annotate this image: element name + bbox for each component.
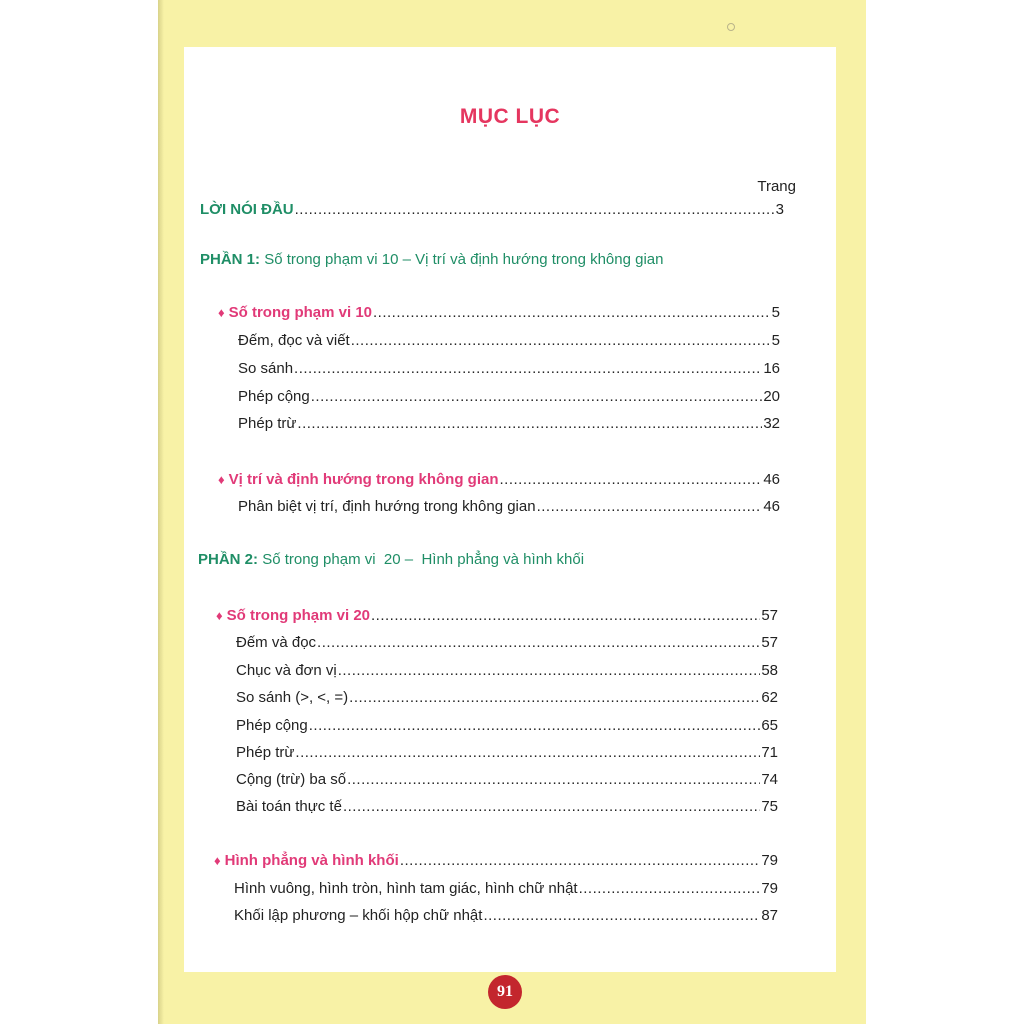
entry-page: 79 xyxy=(761,880,778,897)
page-number-badge: 91 xyxy=(488,975,522,1009)
dot-leader xyxy=(338,662,761,679)
part-label: PHẦN 1: xyxy=(200,251,261,268)
entry-page: 57 xyxy=(761,634,778,651)
dot-leader xyxy=(483,907,760,924)
entry-page: 46 xyxy=(763,498,780,515)
entry-label: Khối lập phương – khối hộp chữ nhật xyxy=(234,907,483,924)
section-label: Hình phẳng và hình khối xyxy=(224,852,399,869)
entry-label: Bài toán thực tế xyxy=(236,798,342,815)
entry-page: 32 xyxy=(763,415,780,432)
toc-entry[interactable] xyxy=(238,360,780,382)
toc-entry[interactable] xyxy=(236,798,778,820)
diamond-bullet-icon: ♦ xyxy=(216,608,223,623)
toc-entry[interactable] xyxy=(236,771,778,793)
toc-entry-preface[interactable] xyxy=(200,201,784,223)
page-title: MỤC LỤC xyxy=(459,105,561,128)
entry-label: Phép trừ xyxy=(236,744,295,761)
dot-leader xyxy=(295,201,775,218)
toc-entry[interactable] xyxy=(234,907,778,929)
toc-section-1-2[interactable] xyxy=(218,471,780,493)
toc-entry[interactable] xyxy=(238,332,780,354)
entry-label: Đếm và đọc xyxy=(236,634,317,651)
section-label: Vị trí và định hướng trong không gian xyxy=(228,471,499,488)
entry-label: So sánh (>, <, =) xyxy=(236,689,349,706)
entry-page: 46 xyxy=(763,471,780,488)
toc-section-2-1[interactable] xyxy=(216,607,778,629)
cover-dot-mark xyxy=(727,23,735,31)
entry-page: 5 xyxy=(771,304,780,321)
section-label: Số trong phạm vi 10 xyxy=(228,304,372,321)
entry-label: LỜI NÓI ĐẦU xyxy=(200,201,294,218)
entry-page: 79 xyxy=(761,852,778,869)
entry-page: 74 xyxy=(761,771,778,788)
entry-label: Phép cộng xyxy=(238,388,310,405)
dot-leader xyxy=(537,498,763,515)
entry-label: Cộng (trừ) ba số xyxy=(236,771,347,788)
toc-entry[interactable] xyxy=(236,689,778,711)
dot-leader xyxy=(297,415,762,432)
dot-leader xyxy=(373,304,771,321)
toc-entry[interactable] xyxy=(236,634,778,656)
diamond-bullet-icon: ♦ xyxy=(218,305,225,320)
entry-page: 75 xyxy=(761,798,778,815)
entry-page: 71 xyxy=(761,744,778,761)
entry-label: Phép cộng xyxy=(236,717,308,734)
entry-page: 65 xyxy=(761,717,778,734)
toc-entry[interactable] xyxy=(236,744,778,766)
entry-page: 16 xyxy=(763,360,780,377)
dot-leader xyxy=(311,388,763,405)
part-title: Số trong phạm vi 10 – Vị trí và định hướng trong không gian xyxy=(264,251,664,268)
entry-page: 57 xyxy=(761,607,778,624)
entry-page: 58 xyxy=(761,662,778,679)
entry-label: Hình vuông, hình tròn, hình tam giác, hình chữ nhật xyxy=(234,880,578,897)
diamond-bullet-icon: ♦ xyxy=(218,472,225,487)
part-title: Số trong phạm vi 20 – Hình phẳng và hình khối xyxy=(262,551,585,568)
toc-entry[interactable] xyxy=(236,662,778,684)
entry-page: 62 xyxy=(761,689,778,706)
dot-leader xyxy=(343,798,760,815)
entry-page: 20 xyxy=(763,388,780,405)
dot-leader xyxy=(347,771,760,788)
book-edge-shadow xyxy=(158,0,164,1024)
entry-page: 3 xyxy=(775,201,784,218)
dot-leader xyxy=(500,471,763,488)
dot-leader xyxy=(351,332,771,349)
part-1-heading xyxy=(200,251,663,268)
part-label: PHẦN 2: xyxy=(198,551,259,568)
toc-entry[interactable] xyxy=(238,415,780,437)
dot-leader xyxy=(317,634,760,651)
toc-entry[interactable] xyxy=(238,388,780,410)
dot-leader xyxy=(294,360,762,377)
entry-label: Phép trừ xyxy=(238,415,297,432)
toc-page xyxy=(184,47,836,972)
entry-label: Phân biệt vị trí, định hướng trong không gian xyxy=(238,498,536,515)
toc-entry[interactable] xyxy=(236,717,778,739)
dot-leader xyxy=(349,689,760,706)
dot-leader xyxy=(309,717,761,734)
toc-entry[interactable] xyxy=(234,880,778,902)
dot-leader xyxy=(295,744,760,761)
dot-leader xyxy=(371,607,760,624)
page-column-label: Trang xyxy=(757,178,796,195)
toc-section-2-2[interactable] xyxy=(214,852,778,874)
entry-page: 87 xyxy=(761,907,778,924)
dot-leader xyxy=(400,852,761,869)
toc-entry[interactable] xyxy=(238,498,780,520)
entry-label: So sánh xyxy=(238,360,294,377)
section-label: Số trong phạm vi 20 xyxy=(226,607,370,624)
toc-section-1-1[interactable] xyxy=(218,304,780,326)
part-2-heading xyxy=(198,551,584,568)
entry-label: Chục và đơn vị xyxy=(236,662,337,679)
dot-leader xyxy=(579,880,761,897)
entry-label: Đếm, đọc và viết xyxy=(238,332,350,349)
entry-page: 5 xyxy=(771,332,780,349)
diamond-bullet-icon: ♦ xyxy=(214,853,221,868)
